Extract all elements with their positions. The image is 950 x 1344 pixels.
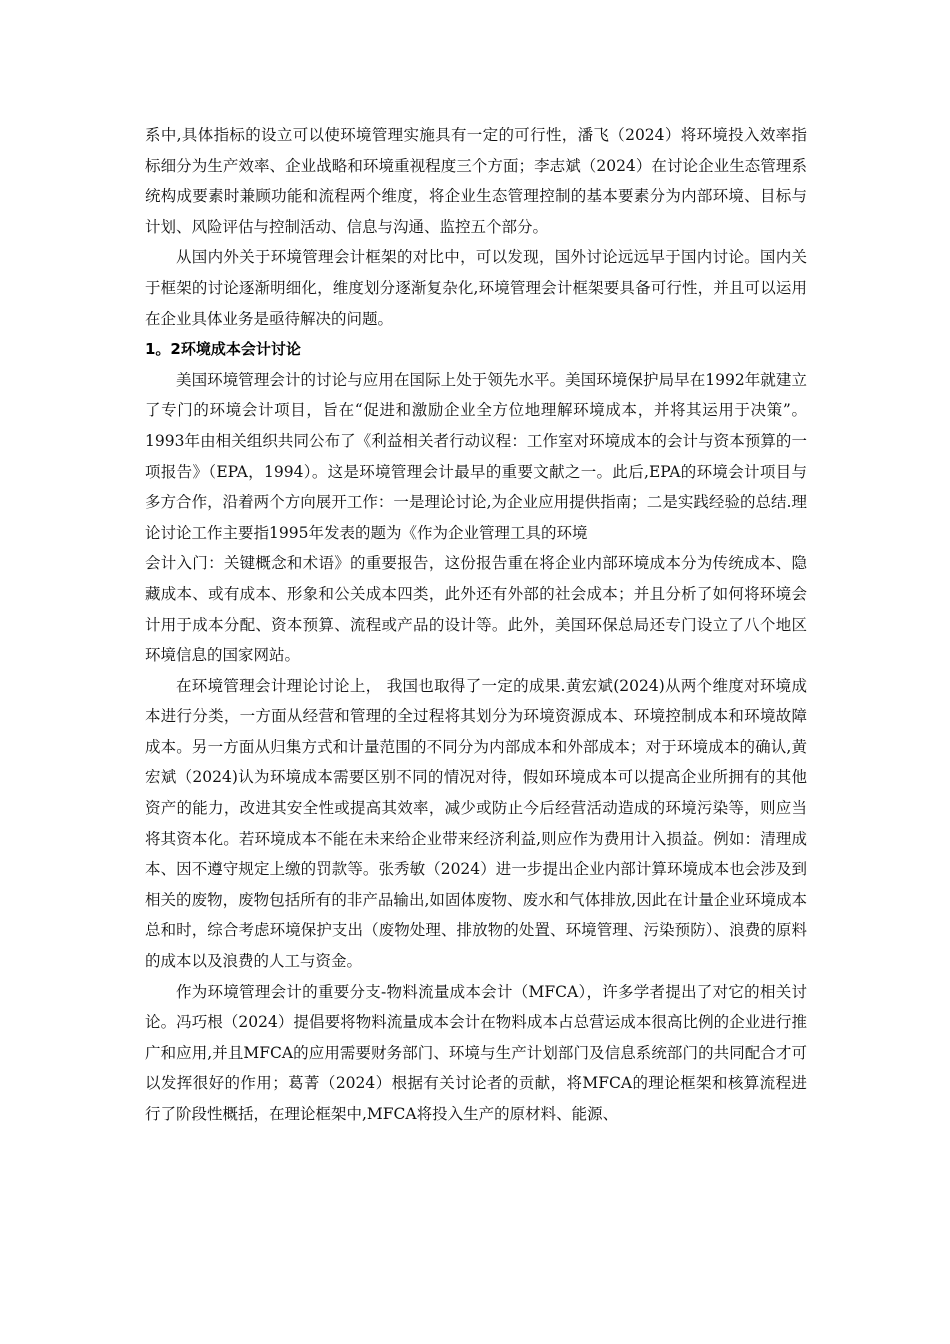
document-body — [145, 120, 807, 1130]
paragraph-continuation-report: 会计入门：关键概念和术语》的重要报告，这份报告重在将企业内部环境成本分为传统成本、隐藏成本、或有成本、形象和公关成本四类，此外还有外部的社会成本；并且分析了如何将环境会计用于成本分配、资本预算、流程或产品的设计等。此外，美国环保总局还专门设立了八个地区环境信息的国家网站。 — [145, 554, 807, 665]
paragraph-continuation-1: 系中,具体指标的设立可以使环境管理实施具有一定的可行性，潘飞（2024）将环境投入效率指标细分为生产效率、企业战略和环境重视程度三个方面；李志斌（2024）在讨论企业生态管理系统构成要素时兼顾功能和流程两个维度，将企业生态管理控制的基本要素分为内部环境、目标与计划、风险评估与控制活动、信息与沟通、监控五个部分。 — [145, 126, 807, 236]
paragraph-us-epa: 美国环境管理会计的讨论与应用在国际上处于领先水平。美国环境保护局早在1992年就建立了专门的环境会计项目，旨在“促进和激励企业全方位地理解环境成本，并将其运用于决策”。1993年由相关组织共同公布了《利益相关者行动议程：工作室对环境成本的会计与资本预算的一项报告》（EPA，1994）。这是环境管理会计最早的重要文献之一。此后,EPA的环境会计项目与多方合作，沿着两个方向展开工作：一是理论讨论,为企业应用提供指南；二是实践经验的总结.理论讨论工作主要指1995年发表的题为《作为企业管理工具的环境 — [145, 370, 807, 542]
paragraph-china-research: 在环境管理会计理论讨论上， 我国也取得了一定的成果.黄宏斌(2024)从两个维度对环境成本进行分类，一方面从经营和管理的全过程将其划分为环境资源成本、环境控制成本和环境故障成本。另一方面从归集方式和计量范围的不同分为内部成本和外部成本；对于环境成本的确认,黄宏斌（2024)认为环境成本需要区别不同的情况对待，假如环境成本可以提高企业所拥有的其他资产的能力，改进其安全性或提高其效率，减少或防止今后经营活动造成的环境污染等，则应当将其资本化。若环境成本不能在未来给企业带来经济利益,则应作为费用计入损益。例如：清理成本、因不遵守规定上缴的罚款等。张秀敏（2024）进一步提出企业内部计算环境成本也会涉及到相关的废物，废物包括所有的非产品输出,如固体废物、废水和气体排放,因此在计量企业环境成本总和时，综合考虑环境保护支出（废物处理、排放物的处置、环境管理、污染预防）、浪费的原料的成本以及浪费的人工与资金。 — [145, 676, 807, 971]
paragraph-framework-comparison: 从国内外关于环境管理会计框架的对比中，可以发现，国外讨论远远早于国内讨论。国内关于框架的讨论逐渐明细化，维度划分逐渐复杂化,环境管理会计框架要具备可行性，并且可以运用在企业具体业务是亟待解决的问题。 — [145, 248, 807, 328]
section-heading-environmental-cost-accounting: 1。2环境成本会计讨论 — [145, 340, 301, 359]
paragraph-mfca: 作为环境管理会计的重要分支-物料流量成本会计（MFCA），许多学者提出了对它的相关讨论。冯巧根（2024）提倡要将物料流量成本会计在物料成本占总营运成本很高比例的企业进行推广和应用,并且MFCA的应用需要财务部门、环境与生产计划部门及信息系统部门的共同配合才可以发挥很好的作用；葛菁（2024）根据有关讨论者的贡献，将MFCA的理论框架和核算流程进行了阶段性概括，在理论框架中,MFCA将投入生产的原材料、能源、 — [145, 982, 807, 1123]
